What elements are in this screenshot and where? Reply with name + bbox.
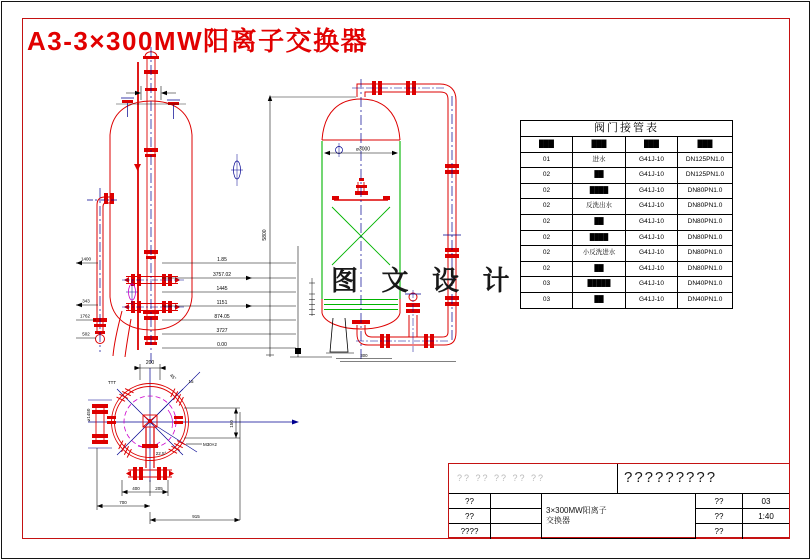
plan-flanges [92, 404, 183, 480]
field-value [491, 494, 542, 509]
cell-model: G41J-10 [626, 183, 678, 199]
cell-use: ████ [573, 230, 626, 246]
height-dim-label: 5800 [262, 229, 268, 241]
table-row [521, 292, 733, 308]
table-row [521, 214, 733, 230]
table-row [521, 168, 733, 184]
valve-table-header: ███ [678, 137, 733, 153]
cell-spec: DN40PN1.0 [678, 292, 733, 308]
title-block [448, 463, 790, 538]
plan-centerlines [88, 368, 294, 482]
cell-no: 02 [521, 246, 573, 262]
title-block-grid [449, 493, 789, 539]
table-row [521, 277, 733, 293]
thread-label: M30×2 [203, 442, 217, 447]
dim-label: 502 [82, 331, 90, 337]
cell-no: 02 [521, 261, 573, 277]
field-label: ?? [696, 524, 743, 539]
cell-use: ██ [573, 261, 626, 277]
elevation-label: 1.85 [217, 257, 227, 263]
watermark-text: 图 文 设 计 [331, 266, 518, 296]
valve-table-header: ███ [521, 137, 573, 153]
cell-no: 02 [521, 214, 573, 230]
sheet-no-cell: 03 [743, 494, 789, 509]
cell-no: 03 [521, 292, 573, 308]
cell-spec: DN80PN1.0 [678, 261, 733, 277]
cell-no: 01 [521, 152, 573, 168]
field-label: ?? [696, 509, 743, 524]
table-row [521, 199, 733, 215]
valve-nozzle-table [520, 120, 733, 309]
cell-model: G41J-10 [626, 214, 678, 230]
dim-bottom-label: 700 [119, 500, 127, 505]
field-label: ?? [449, 494, 491, 509]
front-dimensions [76, 86, 332, 357]
cell-spec: DN80PN1.0 [678, 246, 733, 262]
cell-model: G41J-10 [626, 246, 678, 262]
dim-left-label: ⌀1450 [86, 408, 91, 422]
cell-no: 02 [521, 199, 573, 215]
cell-use: ██ [573, 214, 626, 230]
cell-model: G41J-10 [626, 277, 678, 293]
cell-use: ████ [573, 183, 626, 199]
dim-bottom-label: 400 [132, 486, 140, 491]
cell-spec: DN125PN1.0 [678, 152, 733, 168]
table-row [521, 230, 733, 246]
cell-no: 02 [521, 230, 573, 246]
cell-model: G41J-10 [626, 152, 678, 168]
cell-model: G41J-10 [626, 168, 678, 184]
valve-table-header: ███ [626, 137, 678, 153]
scale-cell: 1:40 [743, 509, 789, 524]
cell-spec: DN80PN1.0 [678, 183, 733, 199]
field-label: ???? [449, 524, 491, 539]
plan-dim-labels [86, 360, 234, 519]
drawing-title-banner: A3-3×300MW阳离子交换器 [27, 26, 369, 56]
valve-table-header: ███ [573, 137, 626, 153]
section-centerlines [336, 79, 462, 362]
section-view-drawing [262, 79, 461, 362]
drawing-name-line2: 交换器 [546, 516, 570, 525]
dim-label: 1762 [79, 313, 91, 319]
front-view-drawing [76, 47, 332, 364]
elevation-label: 1445 [216, 286, 228, 292]
base-dim-label: 300 [360, 353, 368, 358]
elevation-label: 1151 [216, 300, 228, 306]
table-row [521, 246, 733, 262]
company-cell: ????????? [624, 469, 718, 486]
front-vessel-flanges [93, 56, 180, 345]
dim-right-label: 150 [229, 420, 234, 428]
cell-use: 反洗出水 [573, 199, 626, 215]
angle-label: 45° [168, 372, 178, 382]
section-dim-arrows [268, 95, 398, 155]
cell-no: 02 [521, 168, 573, 184]
cell-spec: DN125PN1.0 [678, 168, 733, 184]
cell-use: █████ [573, 277, 626, 293]
cell-no: 02 [521, 183, 573, 199]
dim-bottom-label: 915 [192, 514, 200, 519]
extra-cell [743, 524, 789, 539]
cell-use: 进水 [573, 152, 626, 168]
elevation-label: 0.00 [217, 342, 227, 348]
plan-axis-arrow [292, 420, 299, 425]
stamp-cell: ?? ?? ?? ?? ?? [449, 464, 618, 493]
front-elevation-labels [213, 257, 231, 348]
elevation-label: 3727 [216, 328, 228, 334]
cell-spec: DN80PN1.0 [678, 214, 733, 230]
field-value [491, 524, 542, 539]
cell-model: G41J-10 [626, 292, 678, 308]
cell-model: G41J-10 [626, 230, 678, 246]
cell-no: 03 [521, 277, 573, 293]
dim-bottom-label: 205 [155, 486, 163, 491]
cell-use: 小反洗进水 [573, 246, 626, 262]
field-label: ?? [696, 494, 743, 509]
drawing-name-line1: 3×300MW阳离子 [546, 506, 607, 515]
dim-top-label: 200 [145, 360, 155, 366]
cell-model: G41J-10 [626, 199, 678, 215]
cell-spec: DN40PN1.0 [678, 277, 733, 293]
title-block-top-row [449, 464, 789, 493]
cell-spec: DN80PN1.0 [678, 230, 733, 246]
diameter-dim-label: ⌀3000 [355, 146, 371, 153]
plan-view-drawing [86, 360, 299, 524]
field-value [491, 509, 542, 524]
table-row [521, 261, 733, 277]
cell-use: ██ [573, 292, 626, 308]
angle-label-3: 22.5° [155, 451, 167, 456]
section-vessel-red [322, 84, 456, 345]
valve-table-title: 阀门接管表 [521, 121, 733, 137]
front-left-dim-labels [80, 257, 92, 337]
dim-label: 343 [82, 298, 90, 304]
cell-spec: DN80PN1.0 [678, 199, 733, 215]
elevation-label: 874.05 [214, 314, 230, 320]
field-label: ?? [449, 509, 491, 524]
elevation-label: 3757.02 [212, 272, 232, 278]
cell-model: G41J-10 [626, 261, 678, 277]
dim-label: 1400 [80, 256, 92, 262]
table-row [521, 152, 733, 168]
drawing-name-cell [542, 494, 696, 539]
weld-symbol-label: TTT [107, 380, 117, 385]
table-row [521, 183, 733, 199]
angle-label-2: 15 [188, 379, 194, 384]
cell-use: ██ [573, 168, 626, 184]
